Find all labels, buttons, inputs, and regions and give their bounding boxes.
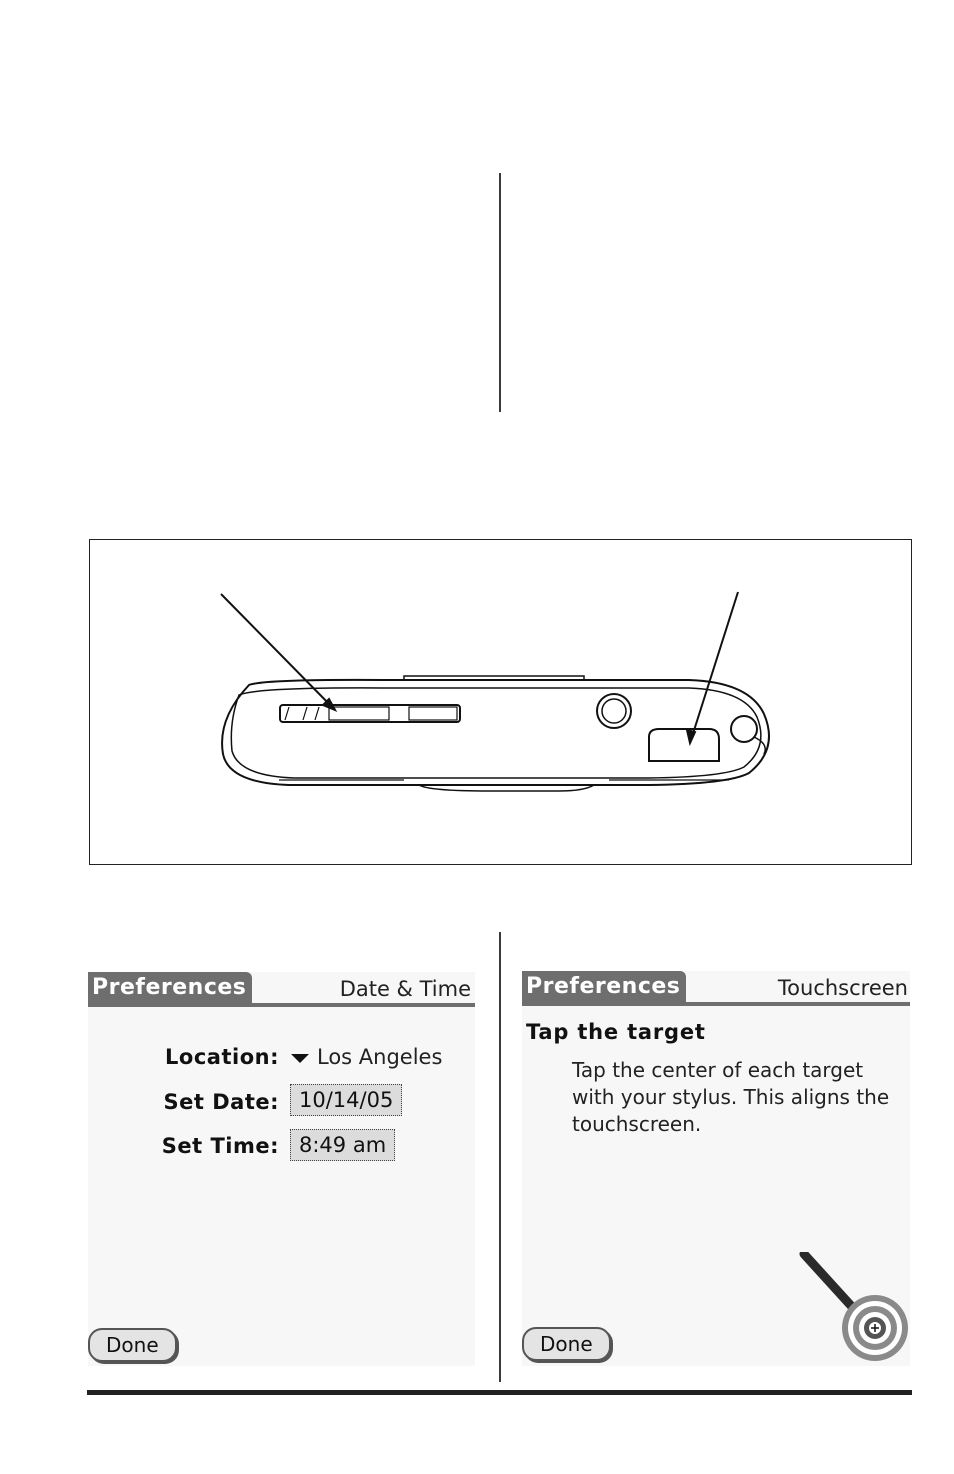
instruction-text: Tap the center of each target with your stylus. This aligns the touchscreen. — [572, 1058, 890, 1136]
set-date-field[interactable]: 10/14/05 — [290, 1084, 402, 1116]
top-column-divider — [499, 173, 501, 412]
callout-line-left — [221, 594, 335, 710]
touchscreen-screen — [522, 971, 910, 1366]
done-button[interactable]: Done — [88, 1328, 177, 1362]
location-value: Los Angeles — [317, 1045, 443, 1069]
screen-title: Touchscreen — [777, 976, 908, 1000]
device-illustration-frame — [89, 539, 912, 865]
set-date-label: Set Date: — [163, 1090, 279, 1114]
set-time-label: Set Time: — [161, 1134, 279, 1158]
date-time-screen — [88, 972, 475, 1366]
dropdown-arrow-icon — [291, 1054, 309, 1063]
device-top-view-illustration — [89, 539, 912, 865]
location-label: Location: — [165, 1045, 279, 1069]
location-picker[interactable] — [289, 1045, 469, 1073]
preferences-tab[interactable]: Preferences — [88, 972, 252, 1004]
bottom-column-divider — [499, 932, 501, 1382]
callout-line-right — [690, 592, 738, 743]
done-button[interactable]: Done — [522, 1327, 611, 1361]
screen-title: Date & Time — [339, 977, 471, 1001]
instruction-heading: Tap the target — [526, 1020, 706, 1044]
set-time-field[interactable]: 8:49 am — [290, 1129, 395, 1161]
target-icon[interactable] — [840, 1293, 910, 1363]
page-bottom-rule — [87, 1390, 912, 1395]
preferences-tab[interactable]: Preferences — [522, 971, 686, 1003]
stylus-top — [731, 716, 757, 742]
ir-port — [649, 729, 719, 761]
